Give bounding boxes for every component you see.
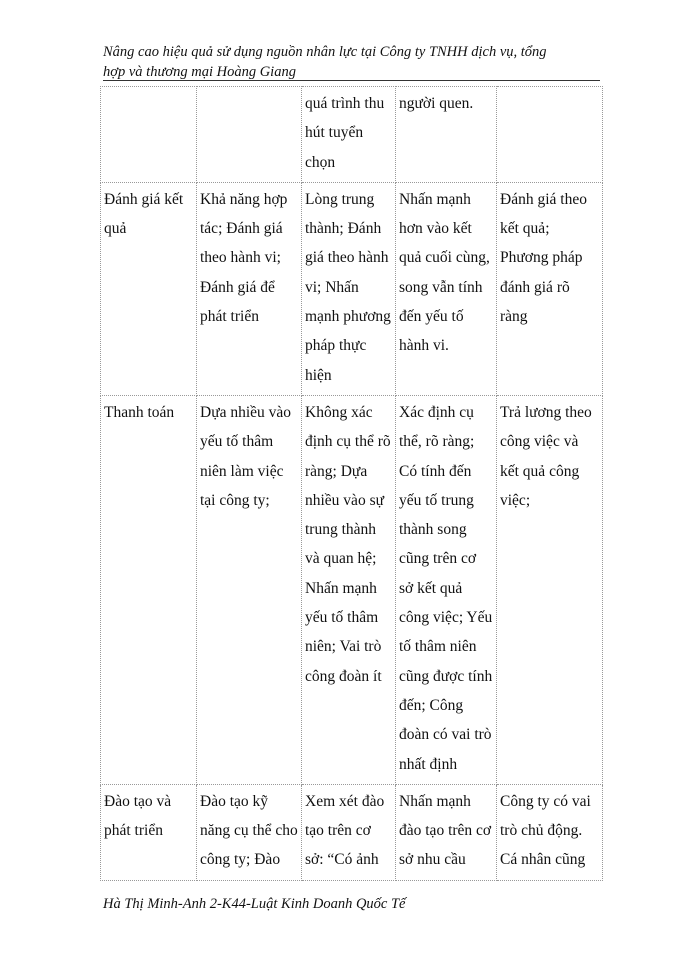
table-cell: người quen. <box>396 87 497 183</box>
table-row <box>101 395 603 784</box>
table-cell: Trả lương theo công việc và kết quả công việc; <box>497 395 603 784</box>
table-cell <box>497 87 603 183</box>
table-cell: Công ty có vai trò chủ động. Cá nhân cũng <box>497 784 603 880</box>
table-cell: Không xác định cụ thể rõ ràng; Dựa nhiều vào sự trung thành và quan hệ; Nhấn mạnh yếu tố thâm niên; Vai trò công đoàn ít <box>302 395 396 784</box>
table-cell: Xác định cụ thể, rõ ràng; Có tính đến yếu tố trung thành song cũng trên cơ sở kết quả công việc; Yếu tố thâm niên cũng được tính đến; Công đoàn có vai trò nhất định <box>396 395 497 784</box>
table-cell: Nhấn mạnh hơn vào kết quả cuối cùng, song vẫn tính đến yếu tố hành vi. <box>396 182 497 395</box>
table-cell <box>197 87 302 183</box>
table-cell: Thanh toán <box>101 395 197 784</box>
table-cell <box>101 87 197 183</box>
table-cell: Xem xét đào tạo trên cơ sở: “Có ảnh <box>302 784 396 880</box>
table-cell: Đào tạo và phát triển <box>101 784 197 880</box>
table-cell: Đánh giá kết quả <box>101 182 197 395</box>
table-cell: Dựa nhiều vào yếu tố thâm niên làm việc tại công ty; <box>197 395 302 784</box>
table-cell: Đào tạo kỹ năng cụ thể cho công ty; Đào <box>197 784 302 880</box>
comparison-table <box>100 86 603 881</box>
table-cell: quá trình thu hút tuyển chọn <box>302 87 396 183</box>
table-cell: Nhấn mạnh đào tạo trên cơ sở nhu cầu <box>396 784 497 880</box>
header-rule <box>103 80 600 81</box>
table-row <box>101 182 603 395</box>
header-line-1: Nâng cao hiệu quả sử dụng nguồn nhân lực tại Công ty TNHH dịch vụ, tổng <box>103 44 547 60</box>
table-cell: Lòng trung thành; Đánh giá theo hành vi; Nhấn mạnh phương pháp thực hiện <box>302 182 396 395</box>
running-header <box>103 42 600 82</box>
table-cell: Khả năng hợp tác; Đánh giá theo hành vi; Đánh giá để phát triển <box>197 182 302 395</box>
table-cell: Đánh giá theo kết quả; Phương pháp đánh giá rõ ràng <box>497 182 603 395</box>
table-row <box>101 784 603 880</box>
table-row <box>101 87 603 183</box>
header-line-2: hợp và thương mại Hoàng Giang <box>103 64 296 80</box>
running-footer: Hà Thị Minh-Anh 2-K44-Luật Kinh Doanh Quốc Tế <box>103 896 406 912</box>
